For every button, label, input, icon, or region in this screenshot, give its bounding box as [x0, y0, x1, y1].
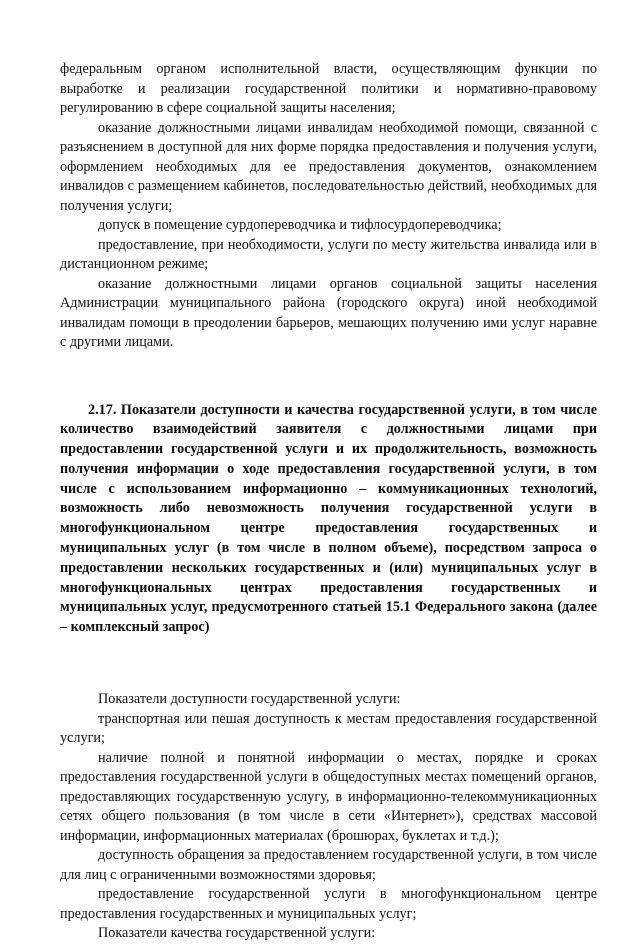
paragraph-access-disabilities: доступность обращения за предоставлением государственной услуги, в том числе для лиц с ограниченными возможностями здоровья; — [60, 847, 597, 883]
paragraph-accessibility-title: Показатели доступности государственной услуги: — [98, 691, 401, 708]
paragraph-transport: транспортная или пешая доступность к местам предоставления государственной услуги; — [60, 710, 597, 747]
paragraph-continuation: федеральным органом исполнительной власти, осуществляющим функции по выработке и реализации государственной политики и нормативно-правовому регулированию в сфере социальной защиты населения; — [60, 61, 597, 116]
paragraph-mfc: предоставление государственной услуги в многофункциональном центре предоставления государственных и муниципальных услуг; — [60, 886, 597, 922]
spacer — [60, 638, 597, 690]
spacer — [60, 353, 597, 401]
paragraph-interpreter: допуск в помещение сурдопереводчика и тифлосурдопереводчика; — [98, 217, 502, 233]
paragraph-quality-title: Показатели качества государственной услуги: — [98, 925, 376, 942]
paragraph-information: наличие полной и понятной информации о местах, порядке и сроках предоставления государственной услуги в общедоступных местах помещений органов, предоставляющих государственную услугу, в информационно-телекоммуникационных сетях общего пользования (в том числе в сети «Интернет»), средствах массовой информации, информационных материалах (брошюрах, буклетах и т.д.); — [60, 749, 597, 844]
document-page — [60, 60, 597, 944]
paragraph-remote-service: предоставление, при необходимости, услуги по месту жительства инвалида или в дистанционном режиме; — [60, 236, 597, 272]
section-heading: 2.17. Показатели доступности и качества государственной услуги, в том числе количество взаимодействий заявителя с должностными лицами при предоставлении государственной услуги и их продолжительность, возможность получения информации о ходе предоставления государственной услуги, в том числе с использованием информационно – коммуникационных технологий, возможность либо невозможность получения государственной услуги в многофункциональном центре предоставления государственных и муниципальных услуг (в том числе в полном объеме), посредством запроса о предоставлении нескольких государственных и (или) муниципальных услуг в многофункциональных центрах предоставления государственных и муниципальных услуг, предусмотренного статьей 15.1 Федерального закона (далее – комплексный запрос) — [60, 401, 597, 636]
paragraph-barriers: оказание должностными лицами органов социальной защиты населения Администрации муниципального района (городского округа) иной необходимой инвалидам помощи в преодолении барьеров, мешающих получению ими услуг наравне с другими лицами. — [60, 275, 597, 350]
paragraph-assistance: оказание должностными лицами инвалидам необходимой помощи, связанной с разъяснением в доступной для них форме порядка предоставления и получения услуги, оформлением необходимых для ее предоставления документов, ознакомлением инвалидов с размещением кабинетов, последовательностью действий, необходимых для получения услуги; — [60, 119, 597, 214]
